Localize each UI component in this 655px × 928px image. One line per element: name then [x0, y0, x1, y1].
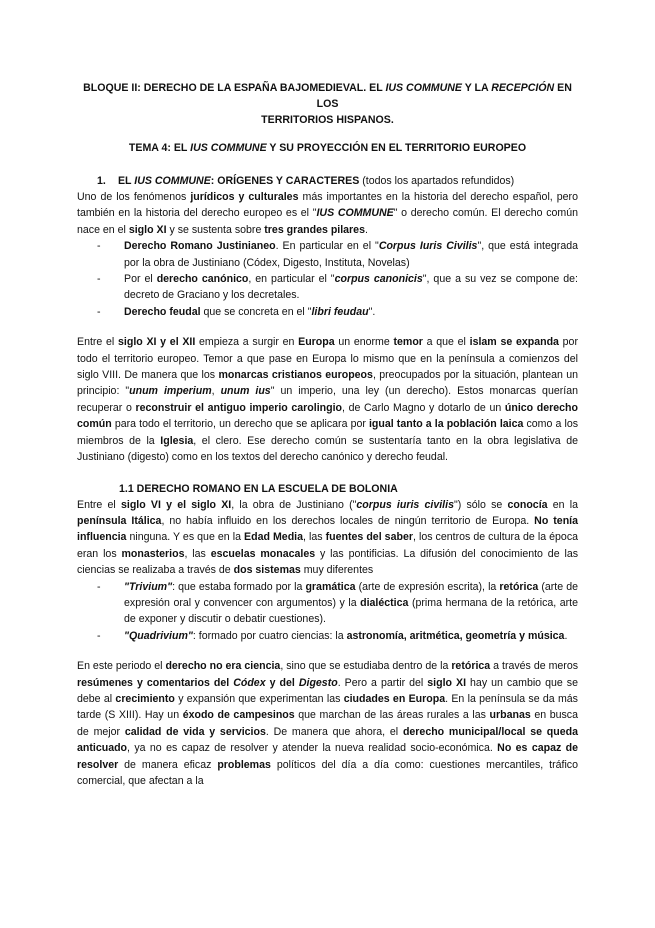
text-run: Corpus Iuris Civilis — [378, 240, 478, 253]
text-run: - — [97, 240, 101, 253]
text-run: a que el — [422, 336, 470, 349]
text-run: y las pontificias. La difusión del conocimiento de las ciencias se realizaba a través de — [77, 547, 579, 577]
text-run: un enorme — [334, 336, 394, 349]
text-run: jurídicos y culturales — [190, 191, 299, 203]
section-1-heading — [97, 173, 578, 189]
text-run: ninguna. Y es que en la — [126, 531, 245, 544]
text-run: Y LA — [461, 82, 492, 94]
text-run: , no había influido en los derechos locales de ningún territorio de Europa. — [161, 514, 535, 527]
text-run: astronomía, aritmética, geometría y música — [346, 629, 565, 642]
text-run: libri feudau — [311, 305, 369, 318]
list-item — [97, 579, 579, 628]
text-run: , la obra de Justiniano (" — [231, 498, 357, 511]
text-run: península Itálica — [77, 514, 162, 527]
text-run: retórica — [451, 660, 491, 673]
text-run: En este periodo el — [77, 660, 166, 673]
text-run: conocía — [507, 498, 548, 511]
text-run: Europa — [298, 336, 335, 349]
section-1-paragraph-1 — [77, 189, 578, 238]
text-run: , las — [303, 531, 326, 544]
text-run: . — [364, 223, 368, 236]
text-run: , de Carlo Magno y dotarlo de un — [342, 401, 505, 414]
text-run: por todo el territorio europeo. Temor a que pase en Europa lo mismo que en la península a comienzos del siglo VIII. De manera que los — [77, 336, 578, 382]
text-run: : ORÍGENES Y CARACTERES — [210, 175, 360, 187]
text-run: ciudades en Europa — [343, 692, 446, 705]
text-run: . Pero a partir del — [337, 676, 428, 689]
text-run: ") sólo se — [453, 498, 508, 511]
text-run: - — [97, 580, 101, 593]
text-run: : formado por cuatro ciencias: la — [192, 629, 347, 642]
text-run: para todo el territorio, un derecho que se aplicara por — [111, 418, 369, 431]
text-run: No es capaz de resolver — [77, 742, 578, 771]
text-run: siglo VI y el siglo XI — [120, 498, 232, 511]
text-run: reconstruir el antiguo imperio carolingio — [135, 401, 343, 414]
text-run: (prima hermana de la retórica, arte de exponer y discutir o debatir cuestiones). — [124, 596, 578, 626]
text-run: igual tanto a la población laica — [368, 418, 524, 431]
text-run: de manera eficaz — [118, 758, 218, 771]
text-run: - — [97, 629, 101, 642]
section-1-1-paragraph-1 — [77, 497, 578, 579]
text-run: gramática — [305, 580, 356, 593]
text-run: (todos los apartados refundidos) — [359, 175, 515, 187]
text-run: IUS COMMUNE — [385, 82, 462, 94]
section-1-1-paragraph-2 — [77, 658, 578, 789]
text-run: (arte de expresión escrita), la — [355, 580, 500, 593]
text-run: más importantes en la historia del derecho español, pero también en la historia del derecho europeo es el " — [77, 191, 578, 220]
text-run: monarcas cristianos europeos — [218, 369, 373, 382]
text-run: , en particular el " — [248, 273, 335, 286]
text-run: hay un cambio que se debe al — [77, 676, 578, 705]
text-run: dialéctica — [360, 596, 409, 609]
text-run: políticos del día a día como: cuestiones mercantiles, tráfico comercial, que afectan a la — [77, 758, 578, 787]
text-run: en la — [547, 498, 578, 511]
text-run: que marchan de las áreas rurales a las — [294, 709, 490, 722]
text-run: siglo XI — [427, 676, 467, 689]
text-run: escuelas monacales — [210, 547, 316, 560]
list-item — [97, 238, 578, 271]
text-run: Entre el — [77, 498, 121, 511]
text-run: islam se expanda — [469, 336, 559, 349]
text-run: Derecho feudal — [124, 305, 201, 318]
list-item — [97, 628, 578, 644]
text-run: , preocupados por la situación, plantean un principio: " — [77, 369, 579, 398]
text-run: IUS COMMUNE — [316, 207, 394, 220]
text-run: IUS COMMUNE — [190, 142, 267, 154]
text-run: , las — [184, 547, 211, 560]
text-run: temor — [393, 336, 423, 349]
text-run: corpus iuris civilis — [356, 498, 454, 511]
text-run: problemas — [217, 758, 271, 771]
text-run: , el clero. Ese derecho común se sustentaría tanto en la obra legislativa de Justiniano (digesto) como en los textos del derecho canónico y derecho feudal. — [77, 434, 578, 464]
text-run: "Trivium" — [124, 580, 173, 593]
text-run: empieza a surgir en — [195, 336, 299, 349]
text-run: en busca de mejor — [77, 709, 578, 738]
text-run: No tenía influencia — [77, 514, 578, 544]
text-run: TEMA 4: EL — [128, 142, 191, 154]
text-run: . — [564, 629, 568, 642]
text-run: ", que a su vez se compone de: decreto de Graciano y los decretales. — [124, 273, 578, 302]
text-run: - — [97, 273, 101, 286]
section-1-paragraph-2 — [77, 334, 578, 465]
text-run: ", que está integrada por la obra de Justiniano (Códex, Digesto, Instituta, Novelas) — [124, 240, 578, 269]
text-run: EN LOS — [316, 82, 572, 110]
text-run: TERRITORIOS HISPANOS. — [261, 114, 394, 126]
text-run: y se sustenta sobre — [166, 223, 265, 236]
text-run: resúmenes y comentarios del — [77, 676, 234, 689]
text-run: - — [97, 305, 101, 318]
text-run: corpus canonicis — [334, 273, 423, 286]
document-page — [0, 80, 655, 928]
text-run: a través de meros — [490, 660, 579, 673]
text-run: " o derecho común. El derecho común nace en el — [77, 207, 578, 236]
text-run: Iglesia — [160, 434, 194, 447]
text-run: RECEPCIÓN — [491, 82, 555, 94]
text-run: Edad Media — [244, 531, 304, 544]
section-1-1-heading: 1.1 DERECHO ROMANO EN LA ESCUELA DE BOLONIA — [119, 482, 398, 495]
text-run: Entre el — [77, 336, 119, 349]
text-run: Y SU PROYECCIÓN EN EL TERRITORIO EUROPEO — [266, 142, 527, 154]
text-run: BLOQUE II: DERECHO DE LA ESPAÑA BAJOMEDIEVAL. EL — [83, 82, 386, 94]
text-run: Códex — [233, 676, 266, 689]
text-run: , — [211, 385, 221, 398]
text-run: unum ius — [220, 385, 271, 398]
text-run: siglo XI — [128, 223, 167, 236]
text-run: unum imperium — [129, 385, 212, 398]
text-run: . En la península se da más tarde (S XIII). Hay un — [77, 692, 578, 722]
text-run: " un imperio, una ley (un derecho). Estos monarcas querían recuperar o — [77, 385, 578, 414]
text-run: retórica — [499, 580, 539, 593]
text-run: muy diferentes — [300, 564, 374, 577]
text-run: EL — [117, 175, 135, 187]
text-run: : que estaba formado por la — [172, 580, 306, 593]
text-run: Uno de los fenómenos — [77, 191, 191, 203]
text-run: derecho canónico — [156, 273, 249, 286]
text-run: como a los miembros de la — [77, 418, 579, 447]
text-run: . En particular en el " — [275, 240, 379, 253]
text-run: 1. — [97, 175, 106, 187]
text-run: ". — [368, 305, 376, 318]
text-run: fuentes del saber — [325, 531, 413, 544]
text-run: derecho no era ciencia — [165, 660, 281, 673]
text-run: Por el — [124, 273, 157, 286]
text-run: dos sistemas — [233, 564, 301, 577]
text-run: único derecho común — [77, 401, 578, 431]
text-run: IUS COMMUNE — [134, 175, 211, 187]
text-run: urbanas — [489, 709, 531, 722]
text-run: (arte de expresión oral y convencer con argumentos) y la — [124, 580, 579, 609]
text-run: y expansión que experimentan las — [174, 692, 344, 705]
text-run: , ya no es capaz de resolver y atender la nueva realidad socio-económica. — [127, 742, 498, 755]
text-run: Derecho Romano Justinianeo — [124, 240, 276, 253]
document-subtitle — [77, 140, 578, 156]
text-run: que se concreta en el " — [200, 305, 312, 318]
text-run: . De manera que ahora, el — [265, 725, 403, 738]
text-run: calidad de vida y servicios — [124, 725, 266, 738]
text-run: Digesto — [298, 676, 338, 689]
text-run: , los centros de cultura de la época eran los — [77, 531, 579, 560]
text-run: tres grandes pilares — [264, 223, 365, 236]
section-1-pillars-list — [77, 238, 578, 320]
list-item — [97, 304, 578, 320]
text-run: y del — [265, 676, 299, 689]
section-1-1-systems-list — [77, 579, 578, 645]
text-run: "Quadrivium" — [124, 629, 193, 642]
text-run: derecho municipal/local se queda anticuado — [77, 725, 579, 755]
document-title — [77, 80, 578, 128]
text-run: crecimiento — [115, 692, 175, 705]
text-run: monasterios — [121, 547, 185, 560]
list-item — [97, 271, 578, 304]
text-run: éxodo de campesinos — [182, 709, 295, 722]
text-run: , sino que se estudiaba dentro de la — [280, 660, 452, 673]
text-run: siglo XI y el XII — [118, 336, 196, 349]
